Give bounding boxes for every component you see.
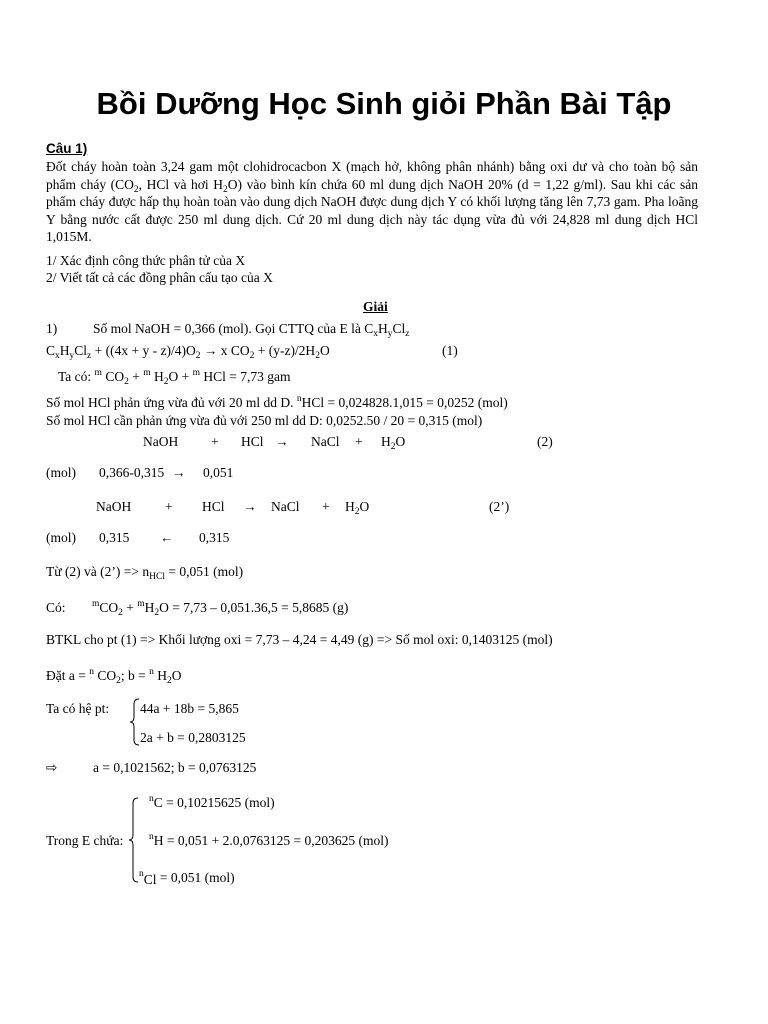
text: H — [59, 343, 70, 358]
solution-heading: Giải — [363, 299, 388, 314]
subscript: y — [387, 329, 393, 339]
eq3-plus: + — [322, 499, 330, 514]
carbon-moles-line — [149, 795, 275, 811]
text: Số mol HCl phản ứng vừa đủ với 20 ml dd D. — [46, 395, 297, 410]
subscript: 2 — [167, 676, 172, 686]
mol-value: 0,051 — [203, 465, 234, 480]
question-sub-1: 2 — [133, 184, 139, 195]
superscript: m — [137, 599, 145, 609]
equation-number-1: (1) — [442, 343, 458, 358]
hydrogen-moles-line — [149, 833, 388, 849]
superscript: n — [149, 794, 154, 804]
text: H — [345, 499, 355, 514]
combustion-equation — [46, 343, 330, 359]
system-equation-1: 44a + 18b = 5,865 — [140, 701, 239, 716]
text: H — [153, 668, 167, 683]
eq3-hcl: HCl — [202, 499, 225, 514]
question-item-1: 1/ Xác định công thức phân tử của X — [46, 253, 246, 268]
mol-label: (mol) — [46, 530, 76, 545]
question-paragraph — [46, 158, 698, 246]
eq3-water — [345, 499, 369, 515]
right-arrow-icon: → — [243, 499, 257, 514]
text: CO — [101, 369, 125, 384]
mol-label: (mol) — [46, 465, 76, 480]
text: + (y-z)/2H — [254, 343, 316, 358]
superscript: n — [149, 667, 154, 677]
text: Ta có: — [58, 369, 95, 384]
text: C = 0,10215625 (mol) — [153, 795, 275, 810]
text: CO — [99, 600, 119, 615]
text: O — [319, 343, 330, 358]
subscript: 2 — [390, 442, 396, 452]
question-sub-2: 2 — [223, 184, 228, 195]
superscript: m — [92, 599, 100, 609]
mol-value: 0,366-0,315 — [99, 465, 165, 480]
implies-arrow-icon: ⇨ — [46, 760, 58, 775]
right-arrow-icon: → — [172, 465, 186, 480]
solution-result-line: a = 0,1021562; b = 0,0763125 — [93, 760, 257, 775]
equation-number-2prime: (2’) — [489, 499, 510, 514]
chlorine-moles-line — [139, 870, 235, 886]
subscript: 2 — [163, 377, 169, 387]
text: CO — [93, 668, 117, 683]
text: O — [171, 668, 182, 683]
eq2-water — [381, 434, 405, 450]
left-brace-icon — [130, 698, 140, 746]
text: ; b = — [120, 668, 150, 683]
eq3-nacl: NaCl — [271, 499, 300, 514]
composition-label: Trong E chứa: — [46, 833, 124, 848]
text: O + — [168, 369, 193, 384]
subscript: 2 — [195, 351, 201, 361]
text: H — [381, 434, 391, 449]
hcl-20ml-line — [46, 395, 508, 411]
text: C — [46, 343, 56, 358]
eq2-hcl: HCl — [241, 434, 264, 449]
mass-sum-line — [58, 369, 290, 385]
question-text-3: O) vào bình kín chứa 60 ml dung dịch NaOH 20% (d = 1,22 g/ml). Sau khi các sản phẩm cháy được hấp thụ hoàn toàn vào dung dịch NaOH được dung dịch Y có khối lượng tăng lên 7,73 gam. Pha loãng Y bằng nước cất được 250 ml dung dịch. Cứ 20 ml dung dịch này tác dụng vừa đủ với 24,828 ml dung dịch HCl 1,015M. — [46, 176, 698, 244]
subscript: 2 — [315, 351, 320, 361]
page-title: Bồi Dưỡng Học Sinh giỏi Phần Bài Tập — [96, 86, 672, 121]
question-item-2: 2/ Viết tất cả các đồng phân cấu tạo của X — [46, 270, 273, 285]
text: H = 0,051 + 2.0,0763125 = 0,203625 (mol) — [153, 833, 389, 848]
subscript: 2 — [354, 507, 360, 517]
subscript: 2 — [124, 377, 129, 387]
text: Đặt a = — [46, 668, 90, 683]
text: H — [150, 369, 164, 384]
left-brace-icon — [129, 797, 139, 883]
oxygen-mass-line: BTKL cho pt (1) => Khối lượng oxi = 7,73 – 4,24 = 4,49 (g) => Số mol oxi: 0,1403125 (mol) — [46, 632, 553, 647]
mol-value: 0,315 — [199, 530, 230, 545]
superscript: m — [192, 368, 200, 378]
subscript: z — [87, 351, 92, 361]
right-arrow-icon: → — [275, 434, 289, 449]
eq2-plus: + — [355, 434, 363, 449]
superscript: n — [139, 869, 144, 879]
co2-water-mass-line — [92, 600, 348, 616]
text: HCl = 0,024828.1,015 = 0,0252 (mol) — [301, 395, 508, 410]
equation-number-2: (2) — [537, 434, 553, 449]
superscript: m — [94, 368, 102, 378]
subscript: 2 — [118, 608, 123, 618]
question-text-2: , HCl và hơi H — [138, 176, 224, 192]
co-label: Có: — [46, 600, 66, 615]
set-variables-line — [46, 668, 182, 684]
text: O — [395, 434, 406, 449]
naoh-moles-line — [93, 321, 409, 337]
subscript: HCl — [149, 572, 165, 582]
question-label: Câu 1) — [46, 141, 88, 156]
text: + ((4x + y - z)/4)O — [91, 343, 196, 358]
text: + — [128, 369, 144, 384]
right-arrow-icon: → — [203, 343, 218, 358]
subscript: 2 — [249, 351, 255, 361]
text: = 0,051 (mol) — [164, 564, 244, 579]
step-number: 1) — [46, 321, 58, 336]
text: Cl — [392, 321, 406, 336]
left-arrow-icon: ← — [160, 530, 174, 545]
text: H — [144, 600, 155, 615]
system-label: Ta có hệ pt: — [46, 701, 110, 716]
text: Số mol NaOH = 0,366 (mol). Gọi CTTQ của E là C — [93, 321, 374, 336]
superscript: m — [143, 368, 151, 378]
subscript: Cl — [143, 872, 157, 887]
text: Cl — [74, 343, 88, 358]
eq3-naoh: NaOH — [96, 499, 132, 514]
text: = 0,051 (mol) — [156, 870, 235, 885]
eq2-naoh: NaOH — [143, 434, 179, 449]
hcl-250ml-line: Số mol HCl cần phản ứng vừa đủ với 250 ml dd D: 0,0252.50 / 20 = 0,315 (mol) — [46, 413, 483, 428]
subscript: x — [55, 351, 60, 361]
text: HCl = 7,73 gam — [199, 369, 291, 384]
text: H — [377, 321, 388, 336]
subscript: z — [405, 329, 410, 339]
superscript: n — [296, 394, 302, 404]
superscript: n — [149, 832, 154, 842]
eq2-nacl: NaCl — [311, 434, 340, 449]
question-text-1: Đốt cháy hoàn toàn 3,24 gam một clohidrocacbon X (mạch hở, không phân nhánh) bằng oxi dư và cho toàn bộ sản phẩm cháy (CO — [46, 159, 698, 192]
text: + — [122, 600, 138, 615]
eq2-plus: + — [211, 434, 219, 449]
text: O — [359, 499, 370, 514]
superscript: n — [89, 667, 94, 677]
text: x CO — [217, 343, 250, 358]
subscript: 2 — [116, 676, 121, 686]
subscript: y — [69, 351, 75, 361]
eq3-plus: + — [165, 499, 173, 514]
subscript: 2 — [154, 608, 160, 618]
text: O = 7,73 – 0,051.36,5 = 5,8685 (g) — [159, 600, 349, 615]
subscript: x — [373, 329, 378, 339]
system-equation-2: 2a + b = 0,2803125 — [140, 730, 246, 745]
hcl-total-line — [46, 564, 243, 580]
mol-value: 0,315 — [99, 530, 130, 545]
text: Từ (2) và (2’) => n — [46, 564, 150, 579]
